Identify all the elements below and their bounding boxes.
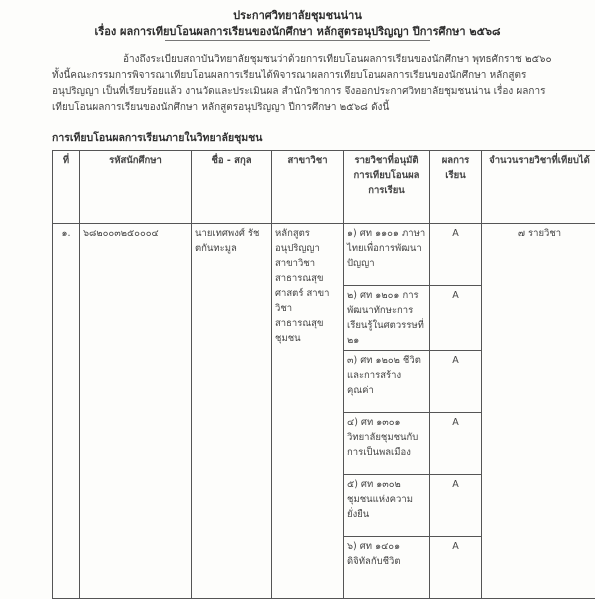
transfer-results-table (52, 150, 595, 599)
header-count: จำนวนรายวิชาที่เทียบได้ (482, 151, 595, 224)
course-code: ๑) ศท ๑๑๐๑ (347, 228, 399, 239)
cell-course (344, 413, 430, 475)
course-code: ๓) ศท ๑๒๐๒ (347, 355, 400, 366)
cell-course (344, 475, 430, 537)
cell-grade: A (430, 475, 482, 537)
cell-student-name: นายเทศพงศ์ รัชตกันทะมูล (192, 224, 272, 599)
paragraph-line-3: อนุปริญญา เป็นที่เรียบร้อยแล้ว งานวัดและประเมินผล สำนักวิชาการ จึงออกประกาศวิทยาลัยชุมชนน่าน เรื่อง ผลการ (52, 84, 545, 99)
announcement-title: ประกาศวิทยาลัยชุมชนน่าน (0, 6, 595, 24)
cell-course (344, 537, 430, 599)
cell-course (344, 351, 430, 413)
cell-count: ๗ รายวิชา (482, 224, 595, 599)
header-course: รายวิชาที่อนุมัติการเทียบโอนผลการเรียน (344, 151, 430, 224)
course-code: ๒) ศท ๑๒๐๑ (347, 290, 399, 301)
cell-major: หลักสูตรอนุปริญญา สาขาวิชาสาธารณสุขศาสตร์ สาขาวิชาสาธารณสุขชุมชน (272, 224, 344, 599)
course-code: ๔) ศท ๑๓๐๑ (347, 417, 401, 428)
paragraph-line-2: ทั้งนี้คณะกรรมการพิจารณาเทียบโอนผลการเรียนได้พิจารณาผลการเทียบโอนผลการเรียนของนักศึกษา หลักสูตร (52, 68, 526, 83)
course-title: วิทยาลัยชุมชนกับการเป็นพลเมือง (347, 432, 418, 458)
table-row (53, 224, 595, 286)
header-major: สาขาวิชา (272, 151, 344, 224)
course-title: ดิจิทัลกับชีวิต (347, 556, 401, 567)
header-grade: ผลการเรียน (430, 151, 482, 224)
course-code: ๕) ศท ๑๓๐๒ (347, 479, 401, 490)
cell-course (344, 286, 430, 351)
cell-student-id: ๖๘๒๐๐๓๒๕๐๐๐๔ (80, 224, 192, 599)
header-student-id: รหัสนักศึกษา (80, 151, 192, 224)
paragraph-line-1: อ้างถึงระเบียบสถาบันวิทยาลัยชุมชนว่าด้วยการเทียบโอนผลการเรียนของนักศึกษา พุทธศักราช ๒๕๖๐ (123, 52, 552, 67)
cell-grade: A (430, 224, 482, 286)
cell-no: ๑. (53, 224, 80, 599)
course-code: ๖) ศท ๑๔๐๑ (347, 541, 400, 552)
table-header-row (53, 151, 595, 224)
course-title: การพัฒนาทักษะการเรียนรู้ในศตวรรษที่ ๒๑ (347, 290, 424, 346)
header-no: ที่ (53, 151, 80, 224)
cell-grade: A (430, 351, 482, 413)
cell-grade: A (430, 286, 482, 351)
header-divider (165, 40, 430, 41)
course-title: ชีวิตและการสร้างคุณค่า (347, 355, 421, 396)
course-title: ชุมชนแห่งความยั่งยืน (347, 494, 413, 520)
cell-grade: A (430, 537, 482, 599)
course-title: ภาษาไทยเพื่อการพัฒนาปัญญา (347, 228, 425, 269)
header-name: ชื่อ - สกุล (192, 151, 272, 224)
announcement-subject: เรื่อง ผลการเทียบโอนผลการเรียนของนักศึกษา หลักสูตรอนุปริญญา ปีการศึกษา ๒๕๖๘ (0, 22, 595, 40)
cell-course (344, 224, 430, 286)
cell-grade: A (430, 413, 482, 475)
section-heading: การเทียบโอนผลการเรียนภายในวิทยาลัยชุมชน (52, 129, 262, 146)
paragraph-line-4: เทียบโอนผลการเรียนของนักศึกษา หลักสูตรอนุปริญญา ปีการศึกษา ๒๕๖๘ ดังนี้ (52, 100, 389, 115)
